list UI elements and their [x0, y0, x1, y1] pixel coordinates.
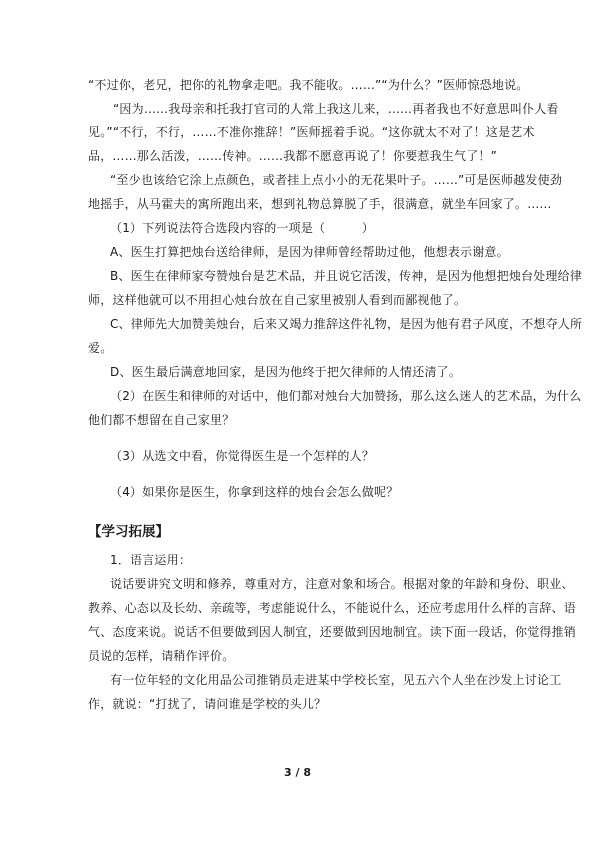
- question-3: （3）从选文中看，你觉得医生是一个怎样的人？: [110, 449, 375, 463]
- question-2: （2）在医生和律师的对话中，他们都对烛台大加赞扬，那么这么迷人的艺术品，为什么: [110, 389, 582, 403]
- extension-item-1: 1．语言运用：: [110, 553, 192, 567]
- question-4: （4）如果你是医生，你拿到这样的烛台会怎么做呢？: [110, 485, 399, 499]
- passage-line: “至少也该给它涂上点颜色，或者挂上点小小的无花果叶子。……”可是医师越发使劲: [110, 173, 563, 187]
- question-1-option-d: D、医生最后满意地回家，是因为他终于把欠律师的人情还清了。: [110, 365, 462, 379]
- extension-paragraph-line: 作，就说：“打扰了，请问谁是学校的头儿？: [88, 697, 327, 711]
- page-number: 3 / 8: [284, 766, 311, 779]
- section-heading: 【学习拓展】: [88, 524, 169, 540]
- question-1-option-b: B、医生在律师家夸赞烛台是艺术品，并且说它活泼，传神，是因为他想把烛台处理给律: [110, 269, 583, 283]
- passage-line: “因为……我母亲和托我打官司的人常上我这儿来，……再者我也不好意思叫仆人看: [113, 102, 559, 116]
- passage-line: 见。”“不行，不行，……不准你推辞！”医师摇着手说。“这你就太不对了！这是艺术: [88, 125, 535, 139]
- passage-line: 品，……那么活泼，……传神。……我都不愿意再说了！你要惹我生气了！”: [88, 149, 498, 163]
- question-1-option-a: A、医生打算把烛台送给律师，是因为律师曾经帮助过他，他想表示谢意。: [110, 245, 509, 259]
- passage-line: 地摇手，从马霍夫的寓所跑出来，想到礼物总算脱了手，很满意，就坐车回家了。……: [88, 197, 552, 211]
- extension-paragraph-line: 员说的怎样，请稍作评价。: [88, 649, 235, 663]
- question-1-option-b-cont: 师，这样他就可以不用担心烛台放在自己家里被别人看到而鄙视他了。: [88, 293, 467, 307]
- passage-line: “不过你，老兄，把你的礼物拿走吧。我不能收。……”“为什么？”医师惊恐地说。: [88, 78, 529, 92]
- question-1-option-c-cont: 爱。: [88, 341, 113, 355]
- extension-paragraph-line: 教养、心态以及长幼、亲疏等，考虑能说什么，不能说什么，还应考虑用什么样的言辞、语: [88, 601, 577, 615]
- extension-paragraph-line: 有一位年轻的文化用品公司推销员走进某中学校长室，见五六个人坐在沙发上讨论工: [110, 673, 562, 687]
- question-2-cont: 他们都不想留在自己家里？: [88, 413, 235, 427]
- question-1-stem: （1）下列说法符合选段内容的一项是（ ）: [110, 221, 375, 235]
- extension-paragraph-line: 说话要讲究文明和修养，尊重对方，注意对象和场合。根据对象的年龄和身份、职业、: [110, 577, 574, 591]
- question-1-option-c: C、律师先大加赞美烛台，后来又竭力推辞这件礼物，是因为他有君子风度，不想夺人所: [110, 317, 583, 331]
- extension-paragraph-line: 气、态度来说。说话不但要做到因人制宜，还要做到因地制宜。读下面一段话，你觉得推销: [88, 625, 577, 639]
